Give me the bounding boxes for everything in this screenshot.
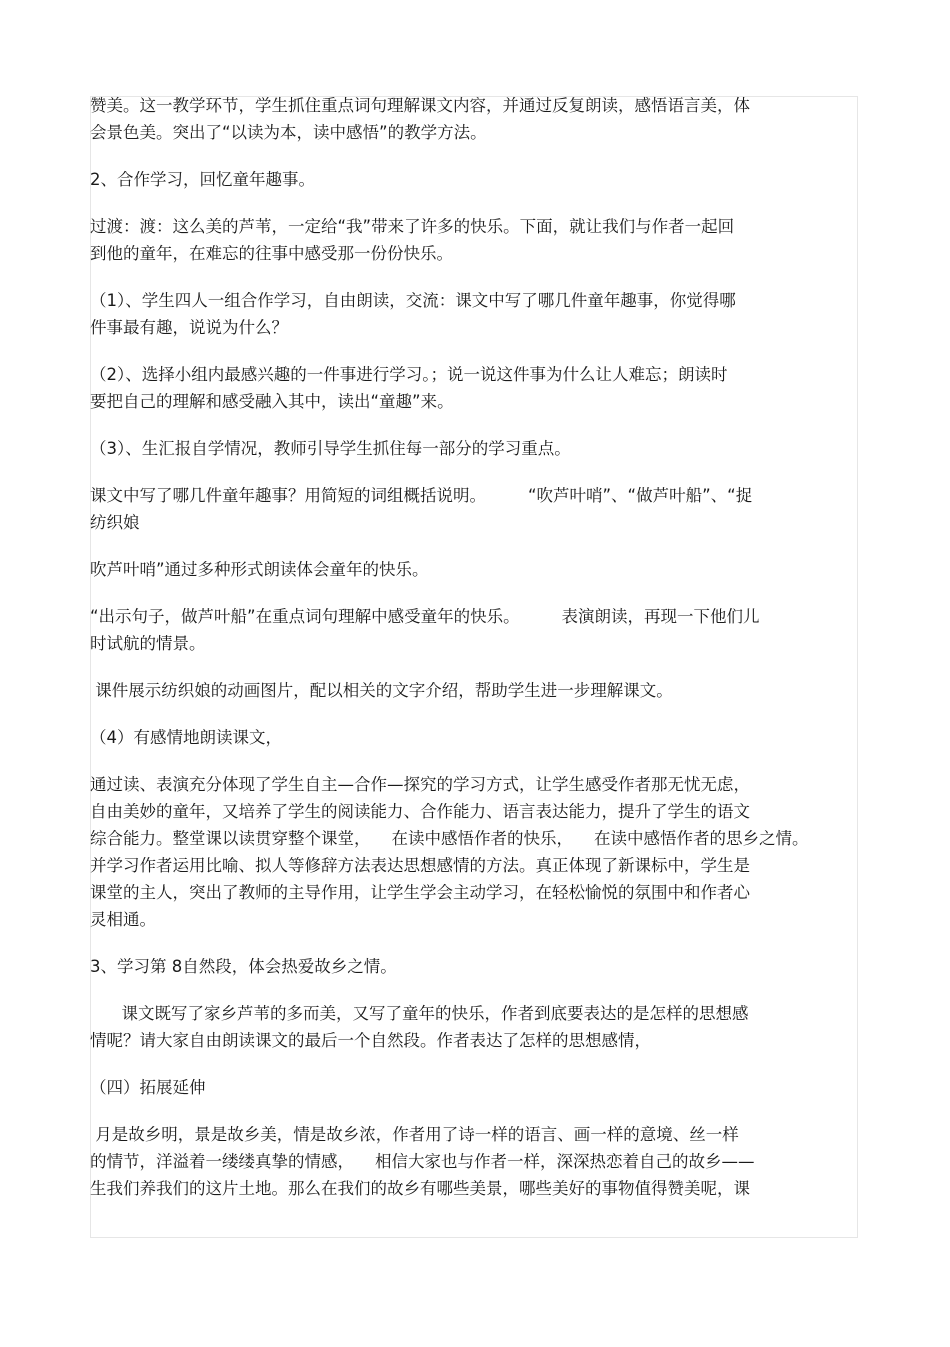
text-line: 灵相通。 [90, 910, 156, 929]
paragraph-reed-whistle [90, 556, 860, 583]
text-line: 吹芦叶哨”通过多种形式朗读体会童年的快乐。 [90, 560, 429, 579]
text-line: （1）、学生四人一组合作学习，自由朗读，交流：课文中写了哪几件童年趣事，你觉得哪 [90, 291, 736, 310]
text-line: 时试航的情景。 [90, 634, 206, 653]
heading-extension [90, 1074, 860, 1101]
text-line: 情呢？请大家自由朗读课文的最后一个自然段。作者表达了怎样的思想感情， [90, 1031, 651, 1050]
paragraph-summary [90, 771, 860, 933]
text-line: 会景色美。突出了“以读为本，读中感悟”的教学方法。 [90, 123, 487, 142]
paragraph-step-2 [90, 361, 860, 415]
paragraph-transition [90, 213, 860, 267]
text-line: 2、合作学习，回忆童年趣事。 [90, 170, 315, 189]
text-line: （3）、生汇报自学情况，教师引导学生抓住每一部分的学习重点。 [90, 439, 571, 458]
paragraph-1 [90, 92, 860, 146]
text-line: 生我们养我们的这片土地。那么在我们的故乡有哪些美景，哪些美好的事物值得赞美呢，课 [90, 1179, 750, 1198]
paragraph-questions [90, 482, 860, 536]
document-body [90, 92, 860, 1202]
text-line: 通过读、表演充分体现了学生自主—合作—探究的学习方式，让学生感受作者那无忧无虑， [90, 775, 750, 794]
text-line: 课堂的主人，突出了教师的主导作用，让学生学会主动学习，在轻松愉悦的氛围中和作者心 [90, 883, 750, 902]
text-line: “出示句子，做芦叶船”在重点词句理解中感受童年的快乐。 表演朗读，再现一下他们儿 [90, 607, 760, 626]
text-line: 课文既写了家乡芦苇的多而美，又写了童年的快乐，作者到底要表达的是怎样的思想感 [90, 1004, 749, 1023]
text-line: 赞美。这一教学环节，学生抓住重点词句理解课文内容，并通过反复朗读，感悟语言美，体 [90, 96, 750, 115]
heading-cooperative-learning [90, 166, 860, 193]
text-line: 并学习作者运用比喻、拟人等修辞方法表达思想感情的方法。真正体现了新课标中，学生是 [90, 856, 750, 875]
paragraph-step-1 [90, 287, 860, 341]
text-line: 自由美妙的童年，又培养了学生的阅读能力、合作能力、语言表达能力，提升了学生的语文 [90, 802, 750, 821]
text-line: 课文中写了哪几件童年趣事？用简短的词组概括说明。 “吹芦叶哨”、“做芦叶船”、“捉 [90, 486, 753, 505]
heading-section-8 [90, 953, 860, 980]
text-line: 到他的童年，在难忘的往事中感受那一份份快乐。 [90, 244, 453, 263]
text-line: （2）、选择小组内最感兴趣的一件事进行学习。；说一说这件事为什么让人难忘；朗读时 [90, 365, 728, 384]
text-line: 过渡：渡：这么美的芦苇，一定给“我”带来了许多的快乐。下面，就让我们与作者一起回 [90, 217, 735, 236]
text-line: 纺织娘 [90, 513, 140, 532]
paragraph-step-4 [90, 724, 860, 751]
text-line: 月是故乡明，景是故乡美，情是故乡浓，作者用了诗一样的语言、画一样的意境、丝一样 [90, 1125, 739, 1144]
text-line: 的情节，洋溢着一缕缕真挚的情感， 相信大家也与作者一样，深深热恋着自己的故乡—— [90, 1152, 755, 1171]
text-line: 综合能力。整堂课以读贯穿整个课堂， 在读中感悟作者的快乐， 在读中感悟作者的思乡之情。 [90, 829, 809, 848]
paragraph-reed-boat [90, 603, 860, 657]
paragraph-courseware [90, 677, 860, 704]
paragraph-step-3 [90, 435, 860, 462]
text-line: （4）有感情地朗读课文， [90, 728, 282, 747]
text-line: 要把自己的理解和感受融入其中，读出“童趣”来。 [90, 392, 454, 411]
text-line: 3、学习第 8自然段，体会热爱故乡之情。 [90, 957, 397, 976]
paragraph-hometown [90, 1121, 860, 1202]
text-line: （四）拓展延伸 [90, 1078, 206, 1097]
text-line: 件事最有趣，说说为什么？ [90, 318, 288, 337]
text-line: 课件展示纺织娘的动画图片，配以相关的文字介绍，帮助学生进一步理解课文。 [90, 681, 673, 700]
paragraph-final-section [90, 1000, 860, 1054]
